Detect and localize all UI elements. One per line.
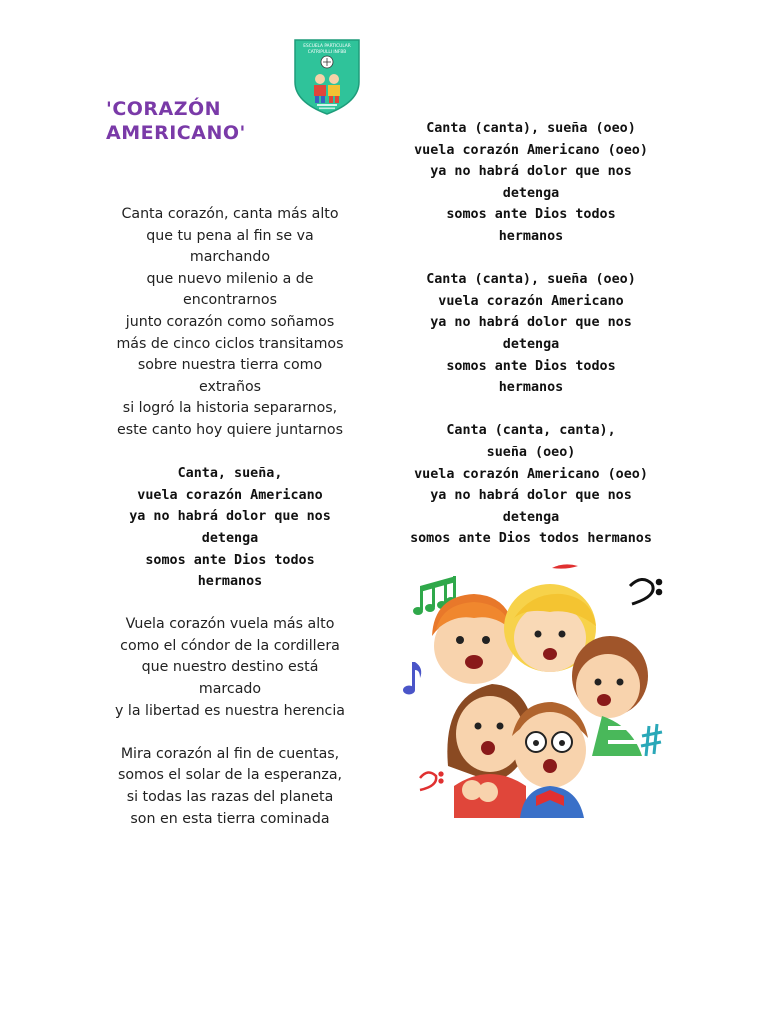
lyric-line: Mira corazón al fin de cuentas, (120, 745, 340, 762)
lyrics-left-column (100, 204, 360, 830)
lyric-line: que nuevo milenio a de (146, 270, 314, 287)
chorus-line: hermanos (498, 380, 564, 396)
verse-2 (100, 614, 360, 722)
chorus-line: hermanos (498, 228, 564, 244)
chorus-line: somos ante Dios todos (446, 207, 616, 223)
lyric-line: más de cinco ciclos transitamos (116, 335, 344, 352)
crest-line-1: ESCUELA PARTICULAR (303, 44, 351, 49)
lyric-line: como el cóndor de la cordillera (120, 637, 340, 654)
chorus-line: ya no habrá dolor que nos (430, 315, 632, 331)
chorus-line: Canta (canta), sueña (oeo) (426, 121, 636, 136)
small-clef-icon (420, 772, 442, 790)
chorus-right-1 (396, 118, 666, 248)
chorus-line: detenga (201, 530, 259, 546)
lyric-line: este canto hoy quiere juntarnos (117, 421, 343, 438)
chorus-line: hermanos (197, 574, 263, 590)
lyric-line: si todas las razas del planeta (126, 789, 334, 806)
chorus-line: detenga (502, 336, 560, 352)
lyric-line: marchando (189, 249, 271, 266)
lyric-line: si logró la historia separarnos, (122, 400, 338, 417)
lyric-line: encontrarnos (183, 292, 277, 309)
child-left (432, 594, 514, 684)
chorus-line: somos ante Dios todos hermanos (410, 531, 652, 547)
sharp-icon (641, 724, 662, 756)
title-line-1: 'CORAZÓN (106, 98, 222, 120)
chorus-line: ya no habrá dolor que nos (430, 164, 632, 180)
chorus-line: detenga (502, 185, 560, 201)
chorus-line: vuela corazón Americano (438, 293, 624, 309)
crest-line-2: CATRIPULLI INFBB (307, 50, 347, 55)
lyric-line: junto corazón como soñamos (125, 313, 335, 330)
lyric-line: sobre nuestra tierra como (137, 357, 323, 374)
title-line-2: AMERICANO' (106, 122, 246, 144)
chorus-line: somos ante Dios todos (145, 552, 315, 568)
red-dash-icon (552, 564, 578, 568)
eighth-note-icon (403, 662, 421, 695)
lyric-line: que tu pena al fin se va (146, 227, 314, 244)
verse-1 (100, 204, 360, 442)
song-title (106, 97, 326, 145)
lyrics-right-column (396, 118, 666, 550)
verse-3 (100, 744, 360, 830)
chorus-left (100, 463, 360, 593)
lyric-line: Vuela corazón vuela más alto (125, 616, 335, 633)
chorus-line: ya no habrá dolor que nos (430, 488, 632, 504)
chorus-line: vuela corazón Americano (oeo) (414, 466, 648, 482)
chorus-right-2 (396, 269, 666, 399)
singing-children-illustration (402, 556, 672, 818)
bass-clef-icon (630, 579, 661, 604)
chorus-line: sueña (oeo) (486, 444, 576, 460)
chorus-line: Canta (canta, canta), (446, 423, 616, 439)
lyric-line: Canta corazón, canta más alto (121, 206, 339, 222)
chorus-line: vuela corazón Americano (137, 487, 323, 503)
lyric-line: que nuestro destino está (141, 659, 319, 676)
lyric-line: y la libertad es nuestra herencia (114, 702, 345, 719)
lyric-line: somos el solar de la esperanza, (117, 767, 343, 784)
chorus-line: somos ante Dios todos (446, 358, 616, 374)
chorus-line: Canta (canta), sueña (oeo) (426, 272, 636, 288)
chorus-line: ya no habrá dolor que nos (129, 509, 331, 525)
chorus-right-3 (396, 420, 666, 550)
chorus-line: vuela corazón Americano (oeo) (414, 142, 648, 158)
lyric-line: marcado (198, 681, 262, 698)
lyric-line: son en esta tierra cominada (130, 810, 330, 827)
chorus-line: detenga (502, 509, 560, 525)
lyric-line: extraños (198, 378, 262, 395)
chorus-line: Canta, sueña, (177, 466, 283, 482)
